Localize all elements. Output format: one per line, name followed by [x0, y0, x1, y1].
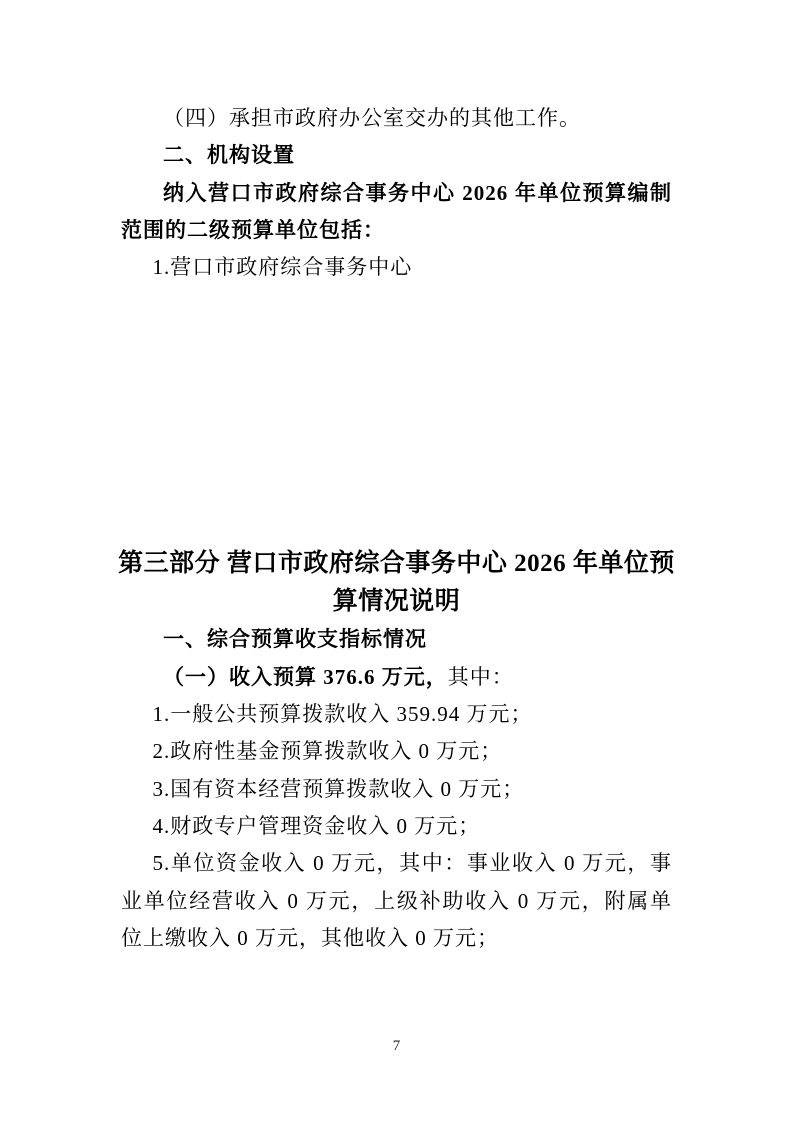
income-item-2: 2.政府性基金预算拨款收入 0 万元； [152, 739, 503, 764]
paragraph-item-four: （四）承担市政府办公室交办的其他工作。 [163, 106, 581, 130]
income-item-1: 1.一般公共预算拨款收入 359.94 万元； [152, 702, 533, 727]
page-content [118, 100, 675, 957]
income-item-5: 5.单位资金收入 0 万元，其中：事业收入 0 万元，事业单位经营收入 0 万元，上级补助收入 0 万元，附属单位上缴收入 0 万元，其他收入 0 万元； [121, 851, 672, 950]
income-item-4: 4.财政专户管理资金收入 0 万元； [152, 813, 481, 838]
part-three-title: 第三部分 营口市政府综合事务中心 2026 年单位预算情况说明 [118, 550, 675, 616]
income-budget-amount-text: （一）收入预算 376.6 万元， [163, 664, 448, 689]
paragraph-budget-scope: 纳入营口市政府综合事务中心 2026 年单位预算编制范围的二级预算单位包括： [121, 180, 672, 242]
paragraph-income-budget [121, 659, 672, 696]
income-item-3: 3.国有资本经营预算拨款收入 0 万元； [152, 776, 525, 801]
page-number: 7 [392, 1038, 401, 1054]
list-item-secondary-unit: 1.营口市政府综合事务中心 [152, 255, 413, 280]
heading-budget-indicators: 一、综合预算收支指标情况 [163, 627, 427, 652]
income-budget-suffix-text: 其中： [447, 664, 514, 689]
heading-organization-setup: 二、机构设置 [163, 143, 295, 168]
